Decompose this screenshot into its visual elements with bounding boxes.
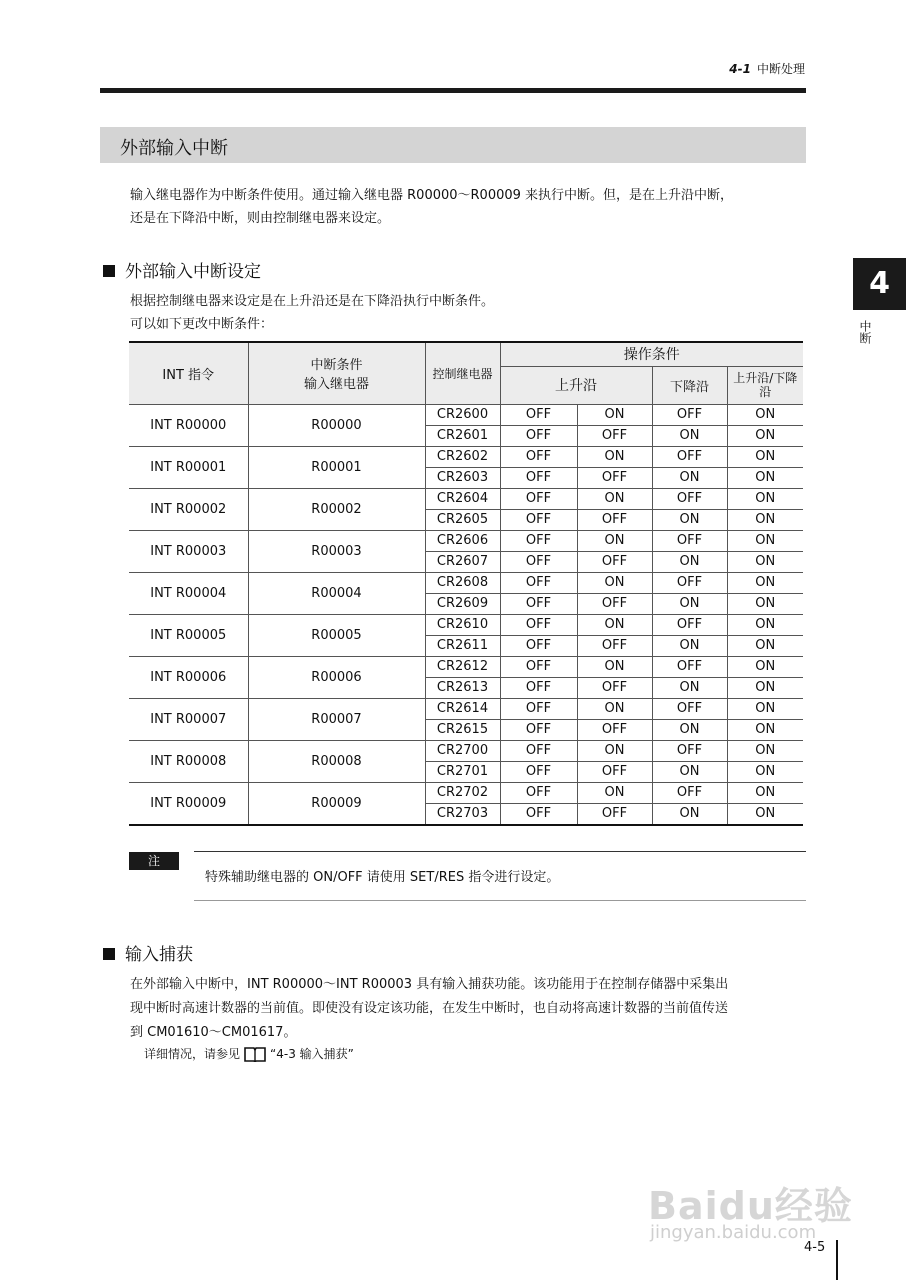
control-relay-cell: CR2603	[425, 467, 500, 488]
rising-cell-b: ON	[577, 698, 652, 719]
rising-cell-b: OFF	[577, 677, 652, 698]
table-row	[129, 530, 803, 551]
rising-cell-a: OFF	[500, 572, 577, 593]
intro-paragraph	[130, 184, 806, 230]
rising-cell-a: OFF	[500, 446, 577, 467]
rising-cell-a: OFF	[500, 782, 577, 803]
book-icon	[244, 1046, 266, 1065]
col-header-int: INT 指令	[129, 342, 248, 404]
chapter-tab: 4	[853, 258, 906, 310]
col-header-condition-line1: 中断条件	[310, 358, 363, 374]
input-relay-cell: R00006	[248, 656, 425, 698]
rising-cell-a: OFF	[500, 761, 577, 782]
capture-code-2: CM01610～CM01617	[147, 1025, 284, 1040]
falling-cell: ON	[652, 803, 727, 825]
both-edges-cell: ON	[727, 782, 803, 803]
settings-description	[130, 290, 806, 336]
falling-cell: OFF	[652, 446, 727, 467]
cross-reference	[144, 1045, 354, 1065]
int-instruction-cell: INT R00005	[129, 614, 248, 656]
int-instruction-cell: INT R00003	[129, 530, 248, 572]
rising-cell-a: OFF	[500, 530, 577, 551]
table-row	[129, 740, 803, 761]
watermark	[640, 1150, 860, 1250]
capture-heading-text: 输入捕获	[125, 945, 193, 965]
int-instruction-cell: INT R00002	[129, 488, 248, 530]
input-relay-cell: R00009	[248, 782, 425, 825]
rising-cell-b: ON	[577, 404, 652, 425]
table-row	[129, 488, 803, 509]
control-relay-cell: CR2612	[425, 656, 500, 677]
rising-cell-a: OFF	[500, 551, 577, 572]
both-edges-cell: ON	[727, 488, 803, 509]
col-header-rising: 上升沿	[500, 366, 652, 404]
control-relay-cell: CR2606	[425, 530, 500, 551]
table-row	[129, 404, 803, 425]
rising-cell-a: OFF	[500, 509, 577, 530]
input-relay-cell: R00008	[248, 740, 425, 782]
running-header	[729, 60, 805, 77]
rising-cell-b: ON	[577, 530, 652, 551]
watermark-url: jingyan.baidu.com	[650, 1222, 817, 1243]
intro-text-b: 来执行中断。但，是在上升沿中断，	[520, 188, 734, 203]
rising-cell-a: OFF	[500, 635, 577, 656]
reference-prefix: 详细情况，请参见	[144, 1047, 241, 1061]
capture-paragraph	[130, 973, 806, 1045]
int-instruction-cell: INT R00007	[129, 698, 248, 740]
both-edges-cell: ON	[727, 404, 803, 425]
both-edges-cell: ON	[727, 677, 803, 698]
settings-heading	[103, 257, 261, 282]
input-relay-cell: R00003	[248, 530, 425, 572]
falling-cell: OFF	[652, 572, 727, 593]
rising-cell-a: OFF	[500, 614, 577, 635]
both-edges-cell: ON	[727, 446, 803, 467]
capture-text-d: 。	[283, 1025, 297, 1040]
capture-text-a: 在外部输入中断中，	[130, 977, 248, 992]
falling-cell: ON	[652, 593, 727, 614]
settings-heading-text: 外部输入中断设定	[125, 262, 261, 282]
control-relay-cell: CR2613	[425, 677, 500, 698]
capture-code-1: INT R00000～INT R00003	[247, 977, 413, 992]
falling-cell: OFF	[652, 698, 727, 719]
rising-cell-b: OFF	[577, 635, 652, 656]
header-rule	[100, 88, 806, 93]
rising-cell-b: OFF	[577, 719, 652, 740]
table-row	[129, 572, 803, 593]
table-row	[129, 782, 803, 803]
header-chapter-number: 4-1	[729, 62, 751, 76]
rising-cell-a: OFF	[500, 740, 577, 761]
int-instruction-cell: INT R00004	[129, 572, 248, 614]
col-header-falling: 下降沿	[652, 366, 727, 404]
control-relay-cell: CR2608	[425, 572, 500, 593]
int-instruction-cell: INT R00009	[129, 782, 248, 825]
rising-cell-a: OFF	[500, 404, 577, 425]
rising-cell-b: OFF	[577, 467, 652, 488]
rising-cell-a: OFF	[500, 719, 577, 740]
both-edges-cell: ON	[727, 551, 803, 572]
falling-cell: ON	[652, 509, 727, 530]
control-relay-cell: CR2607	[425, 551, 500, 572]
settings-desc-1: 根据控制继电器来设定是在上升沿还是在下降沿执行中断条件。	[130, 294, 495, 309]
rising-cell-a: OFF	[500, 593, 577, 614]
both-edges-cell: ON	[727, 656, 803, 677]
rising-cell-b: ON	[577, 488, 652, 509]
input-relay-cell: R00004	[248, 572, 425, 614]
int-instruction-cell: INT R00001	[129, 446, 248, 488]
control-relay-cell: CR2701	[425, 761, 500, 782]
rising-cell-b: ON	[577, 782, 652, 803]
watermark-logo: Baidu经验	[648, 1184, 853, 1228]
control-relay-cell: CR2703	[425, 803, 500, 825]
rising-cell-a: OFF	[500, 698, 577, 719]
falling-cell: ON	[652, 677, 727, 698]
falling-cell: OFF	[652, 740, 727, 761]
rising-cell-b: ON	[577, 656, 652, 677]
int-instruction-cell: INT R00000	[129, 404, 248, 446]
square-bullet-icon	[103, 948, 115, 960]
rising-cell-b: ON	[577, 614, 652, 635]
int-instruction-cell: INT R00008	[129, 740, 248, 782]
falling-cell: ON	[652, 425, 727, 446]
rising-cell-b: OFF	[577, 425, 652, 446]
both-edges-cell: ON	[727, 719, 803, 740]
table-row	[129, 614, 803, 635]
note-bottom-rule	[194, 900, 806, 901]
both-edges-cell: ON	[727, 740, 803, 761]
both-edges-cell: ON	[727, 593, 803, 614]
col-header-condition	[248, 342, 425, 404]
falling-cell: OFF	[652, 614, 727, 635]
rising-cell-b: ON	[577, 572, 652, 593]
col-header-operation: 操作条件	[500, 342, 803, 366]
control-relay-cell: CR2601	[425, 425, 500, 446]
both-edges-cell: ON	[727, 761, 803, 782]
both-edges-cell: ON	[727, 803, 803, 825]
control-relay-cell: CR2600	[425, 404, 500, 425]
note-label: 注	[129, 852, 179, 870]
both-edges-cell: ON	[727, 635, 803, 656]
rising-cell-b: OFF	[577, 761, 652, 782]
int-instruction-cell: INT R00006	[129, 656, 248, 698]
square-bullet-icon	[103, 265, 115, 277]
note-top-rule	[194, 851, 806, 852]
both-edges-cell: ON	[727, 614, 803, 635]
falling-cell: OFF	[652, 782, 727, 803]
rising-cell-b: OFF	[577, 593, 652, 614]
both-edges-cell: ON	[727, 509, 803, 530]
control-relay-cell: CR2700	[425, 740, 500, 761]
control-relay-cell: CR2605	[425, 509, 500, 530]
intro-code: R00000～R00009	[407, 188, 521, 203]
rising-cell-a: OFF	[500, 677, 577, 698]
col-header-relay: 控制继电器	[425, 342, 500, 404]
settings-desc-2: 可以如下更改中断条件：	[130, 317, 274, 332]
capture-text-b: 具有输入捕获功能。该功能用于在控制存储器中采集出	[412, 977, 729, 992]
both-edges-cell: ON	[727, 572, 803, 593]
table-row	[129, 698, 803, 719]
both-edges-cell: ON	[727, 698, 803, 719]
control-relay-cell: CR2702	[425, 782, 500, 803]
rising-cell-b: OFF	[577, 509, 652, 530]
capture-line-2: 现中断时高速计数器的当前值。即使没有设定该功能，在发生中断时，也自动将高速计数器的当前值传送	[130, 1001, 729, 1016]
falling-cell: OFF	[652, 656, 727, 677]
both-edges-cell: ON	[727, 425, 803, 446]
rising-cell-b: ON	[577, 740, 652, 761]
rising-cell-a: OFF	[500, 803, 577, 825]
rising-cell-b: OFF	[577, 803, 652, 825]
note-text: 特殊辅助继电器的 ON/OFF 请使用 SET/RES 指令进行设定。	[205, 870, 560, 885]
falling-cell: OFF	[652, 404, 727, 425]
table-row	[129, 446, 803, 467]
falling-cell: ON	[652, 467, 727, 488]
input-relay-cell: R00001	[248, 446, 425, 488]
capture-text-c: 到	[130, 1025, 148, 1040]
input-relay-cell: R00007	[248, 698, 425, 740]
intro-text-a: 输入继电器作为中断条件使用。通过输入继电器	[130, 188, 408, 203]
chapter-side-label: 中断	[858, 320, 872, 344]
table-row	[129, 656, 803, 677]
control-relay-cell: CR2602	[425, 446, 500, 467]
page-number: 4-5	[804, 1240, 826, 1255]
rising-cell-a: OFF	[500, 425, 577, 446]
rising-cell-a: OFF	[500, 488, 577, 509]
control-relay-cell: CR2611	[425, 635, 500, 656]
capture-heading	[103, 940, 193, 965]
reference-link[interactable]: “4-3 输入捕获”	[270, 1047, 354, 1061]
input-relay-cell: R00002	[248, 488, 425, 530]
col-header-both: 上升沿/下降沿	[727, 366, 803, 404]
control-relay-cell: CR2604	[425, 488, 500, 509]
falling-cell: OFF	[652, 530, 727, 551]
control-relay-cell: CR2615	[425, 719, 500, 740]
input-relay-cell: R00005	[248, 614, 425, 656]
falling-cell: ON	[652, 761, 727, 782]
input-relay-cell: R00000	[248, 404, 425, 446]
falling-cell: ON	[652, 551, 727, 572]
section-title-bar	[100, 127, 806, 163]
rising-cell-b: ON	[577, 446, 652, 467]
rising-cell-a: OFF	[500, 656, 577, 677]
falling-cell: OFF	[652, 488, 727, 509]
control-relay-cell: CR2609	[425, 593, 500, 614]
both-edges-cell: ON	[727, 467, 803, 488]
header-chapter-title: 中断处理	[756, 62, 805, 76]
control-relay-cell: CR2610	[425, 614, 500, 635]
rising-cell-b: OFF	[577, 551, 652, 572]
intro-line-2: 还是在下降沿中断，则由控制继电器来设定。	[130, 211, 391, 226]
section-title: 外部输入中断	[120, 138, 228, 159]
page-number-bar	[836, 1240, 838, 1280]
interrupt-settings-table	[129, 341, 803, 826]
falling-cell: ON	[652, 635, 727, 656]
control-relay-cell: CR2614	[425, 698, 500, 719]
col-header-condition-line2: 输入继电器	[303, 377, 369, 393]
rising-cell-a: OFF	[500, 467, 577, 488]
both-edges-cell: ON	[727, 530, 803, 551]
falling-cell: ON	[652, 719, 727, 740]
